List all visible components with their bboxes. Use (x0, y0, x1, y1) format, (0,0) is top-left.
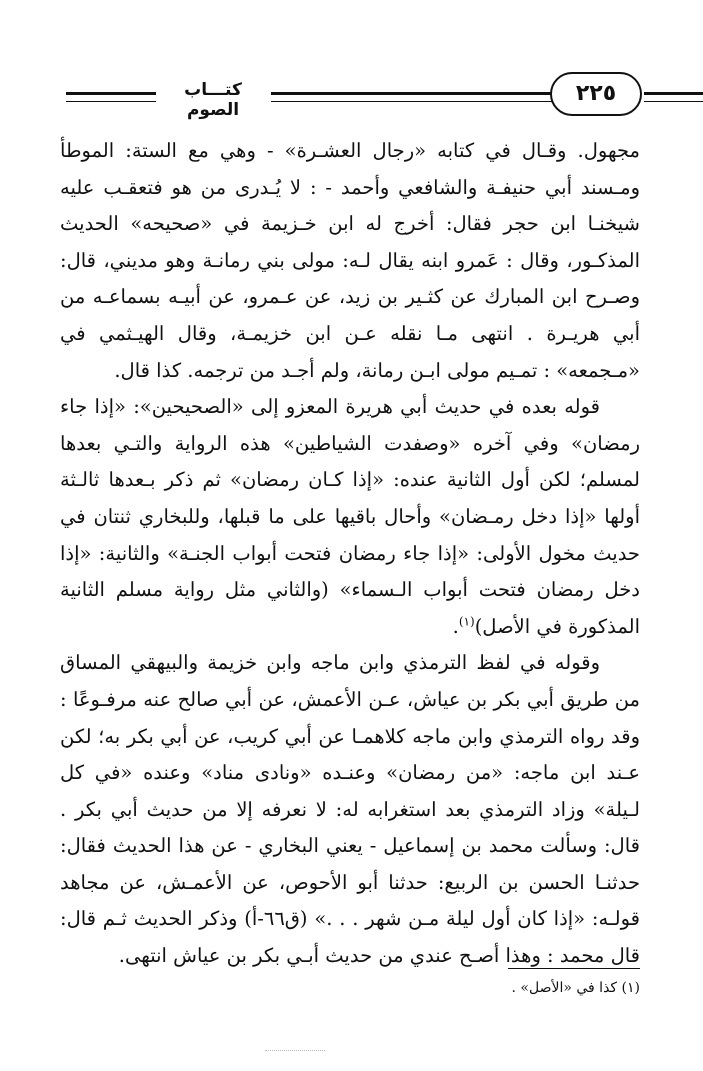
footnote: (١) كذا في «الأصل» . (511, 980, 640, 996)
book-title: كتـــاب الصوم (184, 80, 242, 120)
page-header (66, 70, 640, 126)
header-rule-right (644, 92, 703, 102)
page-number: ٢٢٥ (550, 72, 642, 116)
paragraph-1-text: مجهول. وقـال في كتابه «رجال العشـرة» - وهي مع الستة: الموطأ ومـسند أبي حنيفـة والشافعي وأحمد - : لا يُـدرى من هو فتعقـب عليه شيخنـا ابن حجر فقال: أخرج له ابن خـزيمة في «صحيحه» الحديث المذكـور، وقال : عَمرو ابنه يقال لـه: مولى بني رمانـة وهو مديني، قال: وصـرح ابن المبارك عن كثـير بن زيد، عن عـمرو، عن أبيـه بسماعـه من أبي هريـرة . انتهى مـا نقله عـن ابن خزيمـة، وقال الهيـثمي في «مـجمعه» : تمـيم مولى ابـن رمانة، ولم أجـد من ترجمه. كذا قال. (60, 139, 640, 382)
header-rule-left (66, 92, 156, 102)
paragraph-3-text: وقوله في لفظ الترمذي وابن ماجه وابن خزيمة والبيهقي المساق من طريق أبي بكر بن عياش، عـن الأعمش، عن أبي صالح عنه مرفـوعًا : وقد رواه الترمذي وابن ماجه كلاهمـا عن أبي كريب، عن أبي بكر به؛ لكن عـند ابن ماجه: «من رمضان» وعنـده «ونادى مناد» وعنده «في كل لـيلة» وزاد الترمذي بعد استغرابه له: لا نعرفه إلا من حديث أبي بكر . قال: وسألت محمد بن إسماعيل - يعني البخاري - عن هذا الحديث فقال: حدثنـا الحسن بن الربيع: حدثنا أبو الأحوص، عن الأعمـش، عن مجاهد قولـه: «إذا كان أول ليلة مـن شهر . . .» (ق٦٦-أ) وذكر الحديث ثـم قال: قال محمد : وهذا أصـح عندي من حديث أبـي بكر بن عياش انتهى. (60, 651, 640, 968)
main-text (60, 133, 640, 975)
footnote-reference[interactable]: (١) (458, 614, 475, 629)
paragraph-3 (60, 645, 640, 974)
scan-artifact (265, 1050, 325, 1051)
paragraph-2-end: . (452, 614, 459, 638)
header-rule-middle (271, 92, 553, 102)
footnote-separator (508, 968, 640, 969)
paragraph-1 (60, 133, 640, 389)
paragraph-2-text: قوله بعده في حديث أبي هريرة المعزو إلى «الصحيحين»: «إذا جاء رمضان» وفي آخره «وصفدت الشياطين» هذه الرواية والتـي بعدها لمسلم؛ لكن أول الثانية عنده: «إذا كـان رمضان» ثم ذكر بـعدها ثالـثة أولها «إذا دخل رمـضان» وأحال باقيها على ما قبلها، وللبخاري ثنتان في حديث مخول الأولى: «إذا جاء رمضان فتحت أبواب الجنـة» والثانية: «إذا دخل رمضان فتحت أبواب الـسماء» (والثاني مثل رواية مسلم الثانية المذكورة في الأصل) (60, 395, 640, 638)
paragraph-2 (60, 389, 640, 645)
